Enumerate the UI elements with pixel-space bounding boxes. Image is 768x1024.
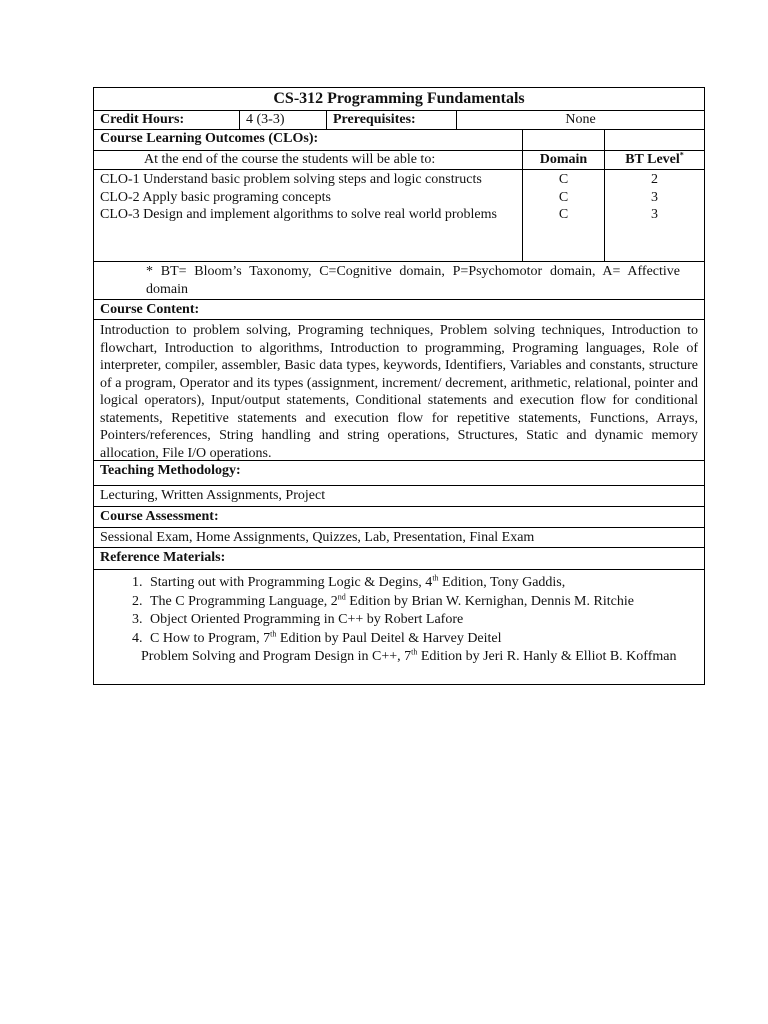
course-assessment-text: Sessional Exam, Home Assignments, Quizzes, Lab, Presentation, Final Exam [94,527,704,547]
clo-list [94,170,522,261]
clo-bt-level: 3 [651,207,658,222]
clo-heading-row [94,129,704,150]
reference-materials-heading: Reference Materials: [94,547,704,569]
course-content-text: Introduction to problem solving, Programing techniques, Problem solving techniques, Introduction to flowchart, Introduction to algorithms, Introduction to programming, Programing languages, Role of interpreter, compiler, assembler, Basic data types, keywords, Identifiers, Variables and constants, structure of a program, Operator and its types (assignment, increment/ decrement, arithmetic, relational, pointer and logical operators), Input/output statements, Conditional statements and execution flow for conditional statements, Repetitive statements and execution flow for repetitive statements, Functions, Arrays, Pointers/references, String handling and string operations, Structures, Static and dynamic memory allocation, File I/O operations. [94,319,704,460]
clo-heading: Course Learning Outcomes (CLOs): [100,131,319,146]
clo-item: CLO-1 Understand basic problem solving steps and logic constructs [100,172,482,187]
prerequisites-value: None [456,111,704,129]
bt-level-header: BT Level* [604,151,704,169]
bt-level-column [604,170,704,261]
clo-bt-level: 2 [651,172,658,187]
domain-header: Domain [522,151,604,169]
reference-item: 2. The C Programming Language, 2nd Edition by Brian W. Kernighan, Dennis M. Ritchie [146,593,704,612]
credit-hours-row [94,110,704,129]
clo-item: CLO-3 Design and implement algorithms to solve real world problems [100,207,497,222]
reference-materials-list [94,569,704,684]
reference-item: 3. Object Oriented Programming in C++ by Robert Lafore [146,611,704,630]
teaching-methodology-heading: Teaching Methodology: [94,460,704,485]
bt-footnote: * BT= Bloom’s Taxonomy, C=Cognitive domain, P=Psychomotor domain, A= Affective domain [94,261,704,299]
clo-domain: C [558,172,569,187]
clo-domain: C [558,189,569,205]
clo-heading-blank-domain [522,130,604,150]
clo-header-row [94,150,704,169]
course-outline-table [93,87,705,685]
course-assessment-heading: Course Assessment: [94,506,704,527]
clo-item: CLO-2 Apply basic programing concepts [100,189,331,205]
credit-hours-value: 4 (3-3) [239,111,326,129]
clo-body-row [94,169,704,261]
clo-heading-blank-bt [604,130,704,150]
prerequisites-label: Prerequisites: [326,111,456,129]
course-title: CS-312 Programming Fundamentals [273,90,525,107]
clo-intro: At the end of the course the students will be able to: [144,152,436,167]
domain-column [522,170,604,261]
reference-item: 4. C How to Program, 7th Edition by Paul Deitel & Harvey Deitel [146,630,704,649]
reference-extra: Problem Solving and Program Design in C++, 7th Edition by Jeri R. Hanly & Elliot B. Koffman [141,647,677,664]
reference-item: 1. Starting out with Programming Logic & Degins, 4th Edition, Tony Gaddis, [146,574,704,593]
clo-bt-level: 3 [651,189,658,205]
course-content-heading: Course Content: [94,299,704,319]
credit-hours-label: Credit Hours: [100,112,185,127]
teaching-methodology-text: Lecturing, Written Assignments, Project [94,485,704,506]
clo-domain: C [558,207,569,222]
